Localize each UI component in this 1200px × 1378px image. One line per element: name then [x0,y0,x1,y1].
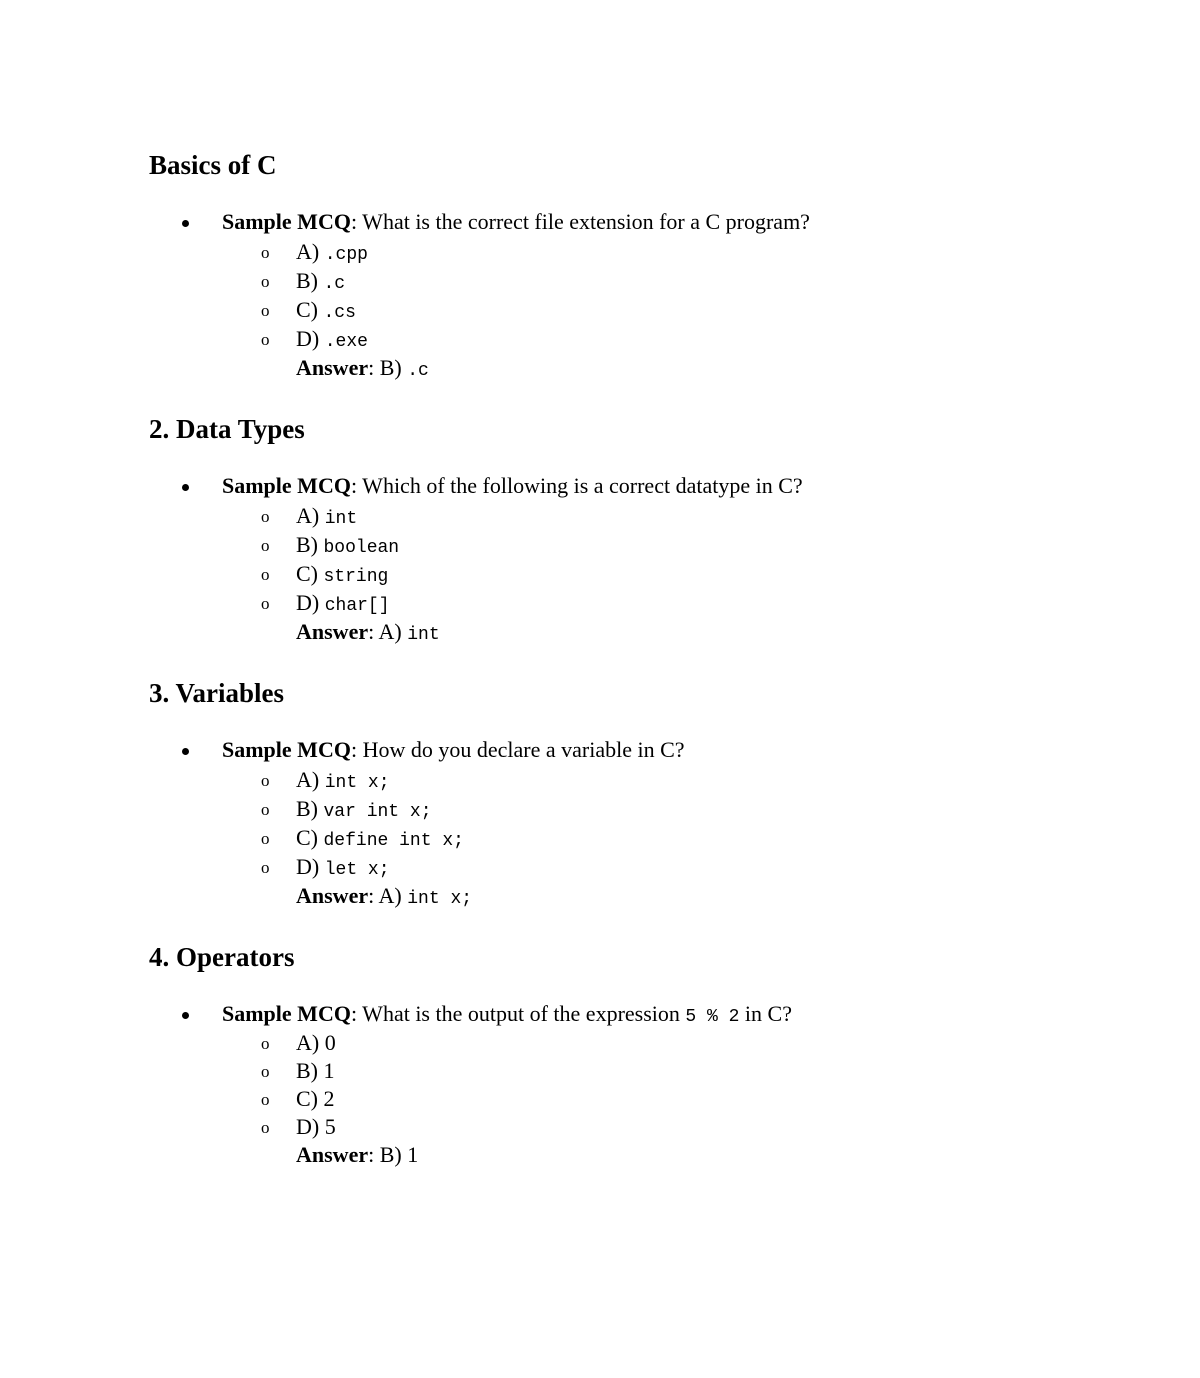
section-heading: 4. Operators [149,942,295,972]
option-bullet-icon: o [261,829,270,848]
question [222,207,810,236]
section-heading: Basics of C [149,150,277,180]
option-letter: A) [296,1030,320,1055]
option-text: 5 [324,1114,336,1139]
option-code: var int x; [323,802,432,822]
option-bullet-icon: o [261,536,270,555]
question-text: How do you declare a variable in C? [357,737,685,762]
question-colon: : [350,737,358,762]
option-bullet-icon: o [261,771,270,790]
mcq-item [149,999,1149,1179]
option-letter: C) [296,1086,318,1111]
option-letter: D) [296,854,320,879]
question-colon: : [350,473,358,498]
option-code: int x; [324,773,390,793]
option-code: .cpp [324,245,368,265]
answer [296,617,440,650]
option-bullet-icon: o [261,594,270,613]
question-colon: : [350,209,358,234]
option-code: char[] [324,596,390,616]
answer-colon: : [368,1142,375,1167]
answer-label: Answer [296,1142,369,1167]
section-data-types [149,413,1149,651]
option-bullet-icon: o [261,330,270,349]
question-text: What is the correct file extension for a C program? [357,209,810,234]
question-label: Sample MCQ [222,737,351,762]
question-label: Sample MCQ [222,1001,351,1026]
answer-code: int [407,625,440,645]
option-letter: B) [296,268,318,293]
question-label: Sample MCQ [222,209,351,234]
option-bullet-icon: o [261,800,270,819]
answer-label: Answer [296,883,369,908]
answer-text: 1 [407,1142,419,1167]
option-letter: C) [296,561,318,586]
option-code: .c [323,274,346,294]
answer-label: Answer [296,355,369,380]
option-text: 1 [323,1058,335,1083]
bullet-icon [182,1012,189,1019]
option-letter: A) [296,239,320,264]
section-heading: 2. Data Types [149,414,305,444]
option-code: let x; [324,860,390,880]
bullet-icon [182,484,189,491]
option-code: .cs [323,303,356,323]
question [222,471,803,500]
section-variables [149,677,1149,915]
option-code: string [323,567,389,587]
option-text: 2 [323,1086,335,1111]
option-bullet-icon: o [261,858,270,877]
answer-label: Answer [296,619,369,644]
option-letter: B) [296,532,318,557]
question-label: Sample MCQ [222,473,351,498]
option-letter: C) [296,825,318,850]
option-code: int [324,509,358,529]
question-text: What is the output of the expression [357,1001,686,1026]
option-bullet-icon: o [261,1118,270,1137]
mcq-item [149,207,1149,387]
option-bullet-icon: o [261,301,270,320]
answer-colon: : [368,619,375,644]
option-code: boolean [323,538,400,558]
option-bullet-icon: o [261,272,270,291]
option-bullet-icon: o [261,507,270,526]
section-heading: 3. Variables [149,678,285,708]
bullet-icon [182,748,189,755]
answer [296,1140,418,1169]
mcq-item [149,735,1149,915]
option-letter: C) [296,297,318,322]
answer-letter: B) [374,1142,402,1167]
option-letter: A) [296,767,320,792]
answer-code: int x; [407,889,473,909]
answer-colon: : [368,883,375,908]
option-letter: A) [296,503,320,528]
question [222,735,685,764]
option-code: .exe [324,332,368,352]
option-letter: B) [296,1058,318,1083]
question-tail: in C? [739,1001,792,1026]
option-letter: D) [296,590,320,615]
bullet-icon [182,220,189,227]
option-text: 0 [324,1030,336,1055]
question-text: Which of the following is a correct datatype in C? [357,473,803,498]
question-colon: : [350,1001,358,1026]
answer-letter: A) [374,619,402,644]
answer-code: .c [407,361,429,381]
answer-letter: A) [374,883,402,908]
option-letter: D) [296,326,320,351]
option-letter: D) [296,1114,320,1139]
answer-letter: B) [374,355,402,380]
answer [296,353,429,386]
option-bullet-icon: o [261,565,270,584]
option-bullet-icon: o [261,243,270,262]
mcq-item [149,471,1149,651]
answer-colon: : [368,355,375,380]
question-code: 5 % 2 [685,1007,740,1027]
option-code: define int x; [323,831,464,851]
section-operators [149,941,1149,1179]
answer [296,881,472,914]
option-bullet-icon: o [261,1062,270,1081]
option-bullet-icon: o [261,1034,270,1053]
section-basics-of-c [149,149,1149,387]
option-letter: B) [296,796,318,821]
option-bullet-icon: o [261,1090,270,1109]
